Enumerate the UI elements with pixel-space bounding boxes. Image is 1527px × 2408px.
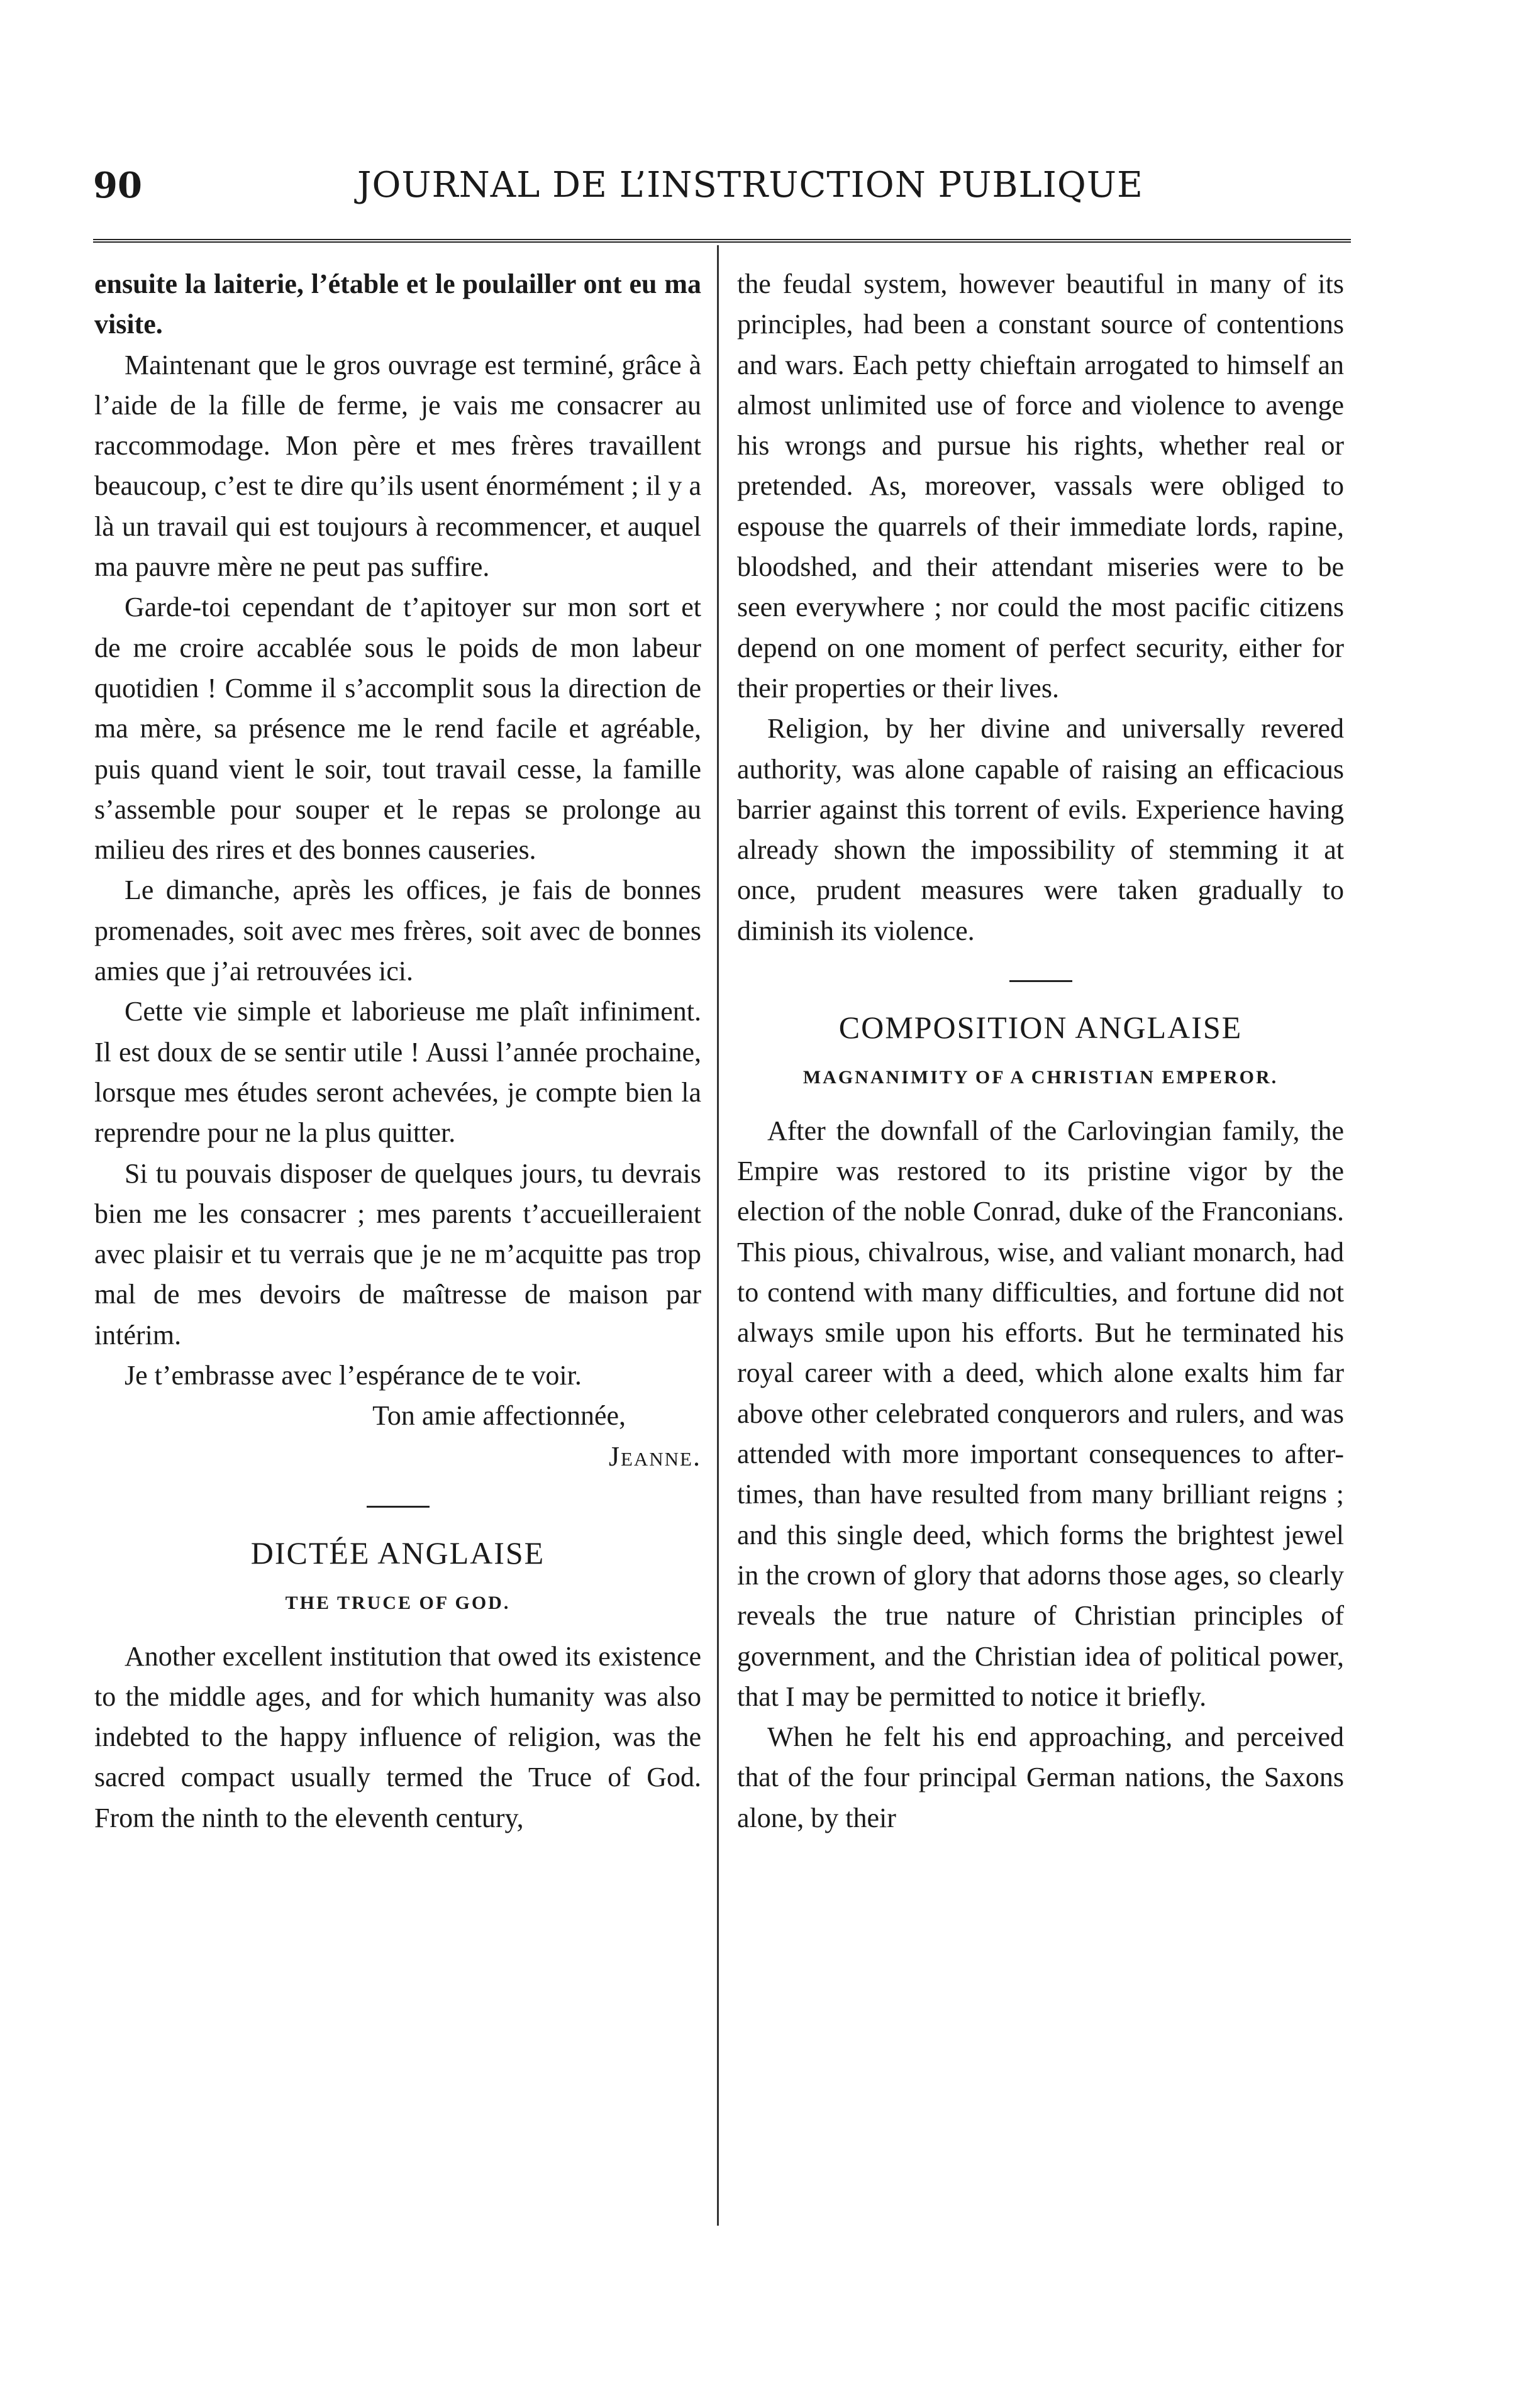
page-number: 90 <box>93 165 142 206</box>
section-title: DICTÉE ANGLAISE <box>250 1535 545 1571</box>
section-divider <box>1009 980 1072 982</box>
page-header <box>93 165 1351 221</box>
paragraph: Cette vie simple et laborieuse me plaît infiniment. Il est doux de se sentir utile ! Aussi l’année prochaine, lorsque mes études seront achevées, je compte bien la reprendre pour ne la plus quitter. <box>94 996 701 1149</box>
paragraph: Maintenant que le gros ouvrage est terminé, grâce à l’aide de la fille de ferme, je vais me consacrer au raccommodage. Mon père et mes frères travaillent beaucoup, c’est te dire qu’ils usent énormément ; il y a là un travail qui est toujours à recommencer, et auquel ma pauvre mère ne peut pas suffire. <box>94 349 701 583</box>
letter-closing: Ton amie affectionnée, <box>372 1400 626 1432</box>
section-title: COMPOSITION ANGLAISE <box>838 1010 1243 1046</box>
paragraph: ensuite la laiterie, l’étable et le poulailler ont eu ma visite. <box>94 268 701 340</box>
running-title: JOURNAL DE L’INSTRUCTION PUBLIQUE <box>357 165 1143 206</box>
paragraph: Religion, by her divine and universally revered authority, was alone capable of raising an efficacious barrier against this torrent of evils. Experience having already shown the impossibility of stemming it at once, prudent measures were taken gradually to diminish its violence. <box>737 713 1344 946</box>
section-divider <box>367 1506 430 1508</box>
paragraph: After the downfall of the Carlovingian family, the Empire was restored to its pristine vigor by the election of the noble Conrad, duke of the Franconians. This pious, chivalrous, wise, and valiant monarch, had to contend with many difficulties, and fortune did not always smile upon his efforts. But he terminated his royal career with a deed, which alone exalts him far above other celebrated conquerors and rulers, and was attended with more important consequences to after-times, than have resulted from many brilliant reigns ; and this single deed, which forms the brightest jewel in the crown of glory that adorns those ages, so clearly reveals the true nature of Christian principles of government, and the Christian idea of political power, that I may be permitted to notice it briefly. <box>737 1115 1344 1712</box>
letter-signature: Jeanne. <box>608 1440 701 1472</box>
left-column <box>94 264 701 1838</box>
paragraph: Si tu pouvais disposer de quelques jours, tu devrais bien me les consacrer ; mes parents t’accueilleraient avec plaisir et tu verrais que je ne m’acquitte pas trop mal de mes devoirs de maîtresse de maison par intérim. <box>94 1157 701 1350</box>
paragraph: Je t’embrasse avec l’espérance de te voir. <box>125 1360 582 1391</box>
column-divider <box>717 245 719 2226</box>
section-subtitle: THE TRUCE OF GOD. <box>285 1593 511 1614</box>
section-subtitle: MAGNANIMITY OF A CHRISTIAN EMPEROR. <box>802 1067 1279 1088</box>
paragraph: the feudal system, however beautiful in many of its principles, had been a constant source of contentions and wars. Each petty chieftain arrogated to himself an almost unlimited use of force and violence to avenge his wrongs and pursue his rights, whether real or pretended. As, moreover, vassals were obliged to espouse the quarrels of their immediate lords, rapine, bloodshed, and their attendant miseries were to be seen everywhere ; nor could the most pacific citizens depend on one moment of perfect security, either for their properties or their lives. <box>737 268 1344 704</box>
paragraph: When he felt his end approaching, and perceived that of the four principal German nations, the Saxons alone, by their <box>737 1721 1344 1833</box>
paragraph: Le dimanche, après les offices, je fais de bonnes promenades, soit avec mes frères, soit avec de bonnes amies que j’ai retrouvées ici. <box>94 875 701 987</box>
paragraph: Another excellent institution that owed its existence to the middle ages, and for which humanity was also indebted to the happy influence of religion, was the sacred compact usually termed the Truce of God. From the ninth to the eleventh century, <box>94 1640 701 1833</box>
paragraph: Garde-toi cependant de t’apitoyer sur mon sort et de me croire accablée sous le poids de mon labeur quotidien ! Comme il s’accomplit sous la direction de ma mère, sa présence me le rend facile et agréable, puis quand vient le soir, tout travail cesse, la famille s’assemble pour souper et le repas se prolonge au milieu des rires et des bonnes causeries. <box>94 592 701 866</box>
header-rule <box>93 239 1351 243</box>
right-column <box>737 264 1344 1838</box>
